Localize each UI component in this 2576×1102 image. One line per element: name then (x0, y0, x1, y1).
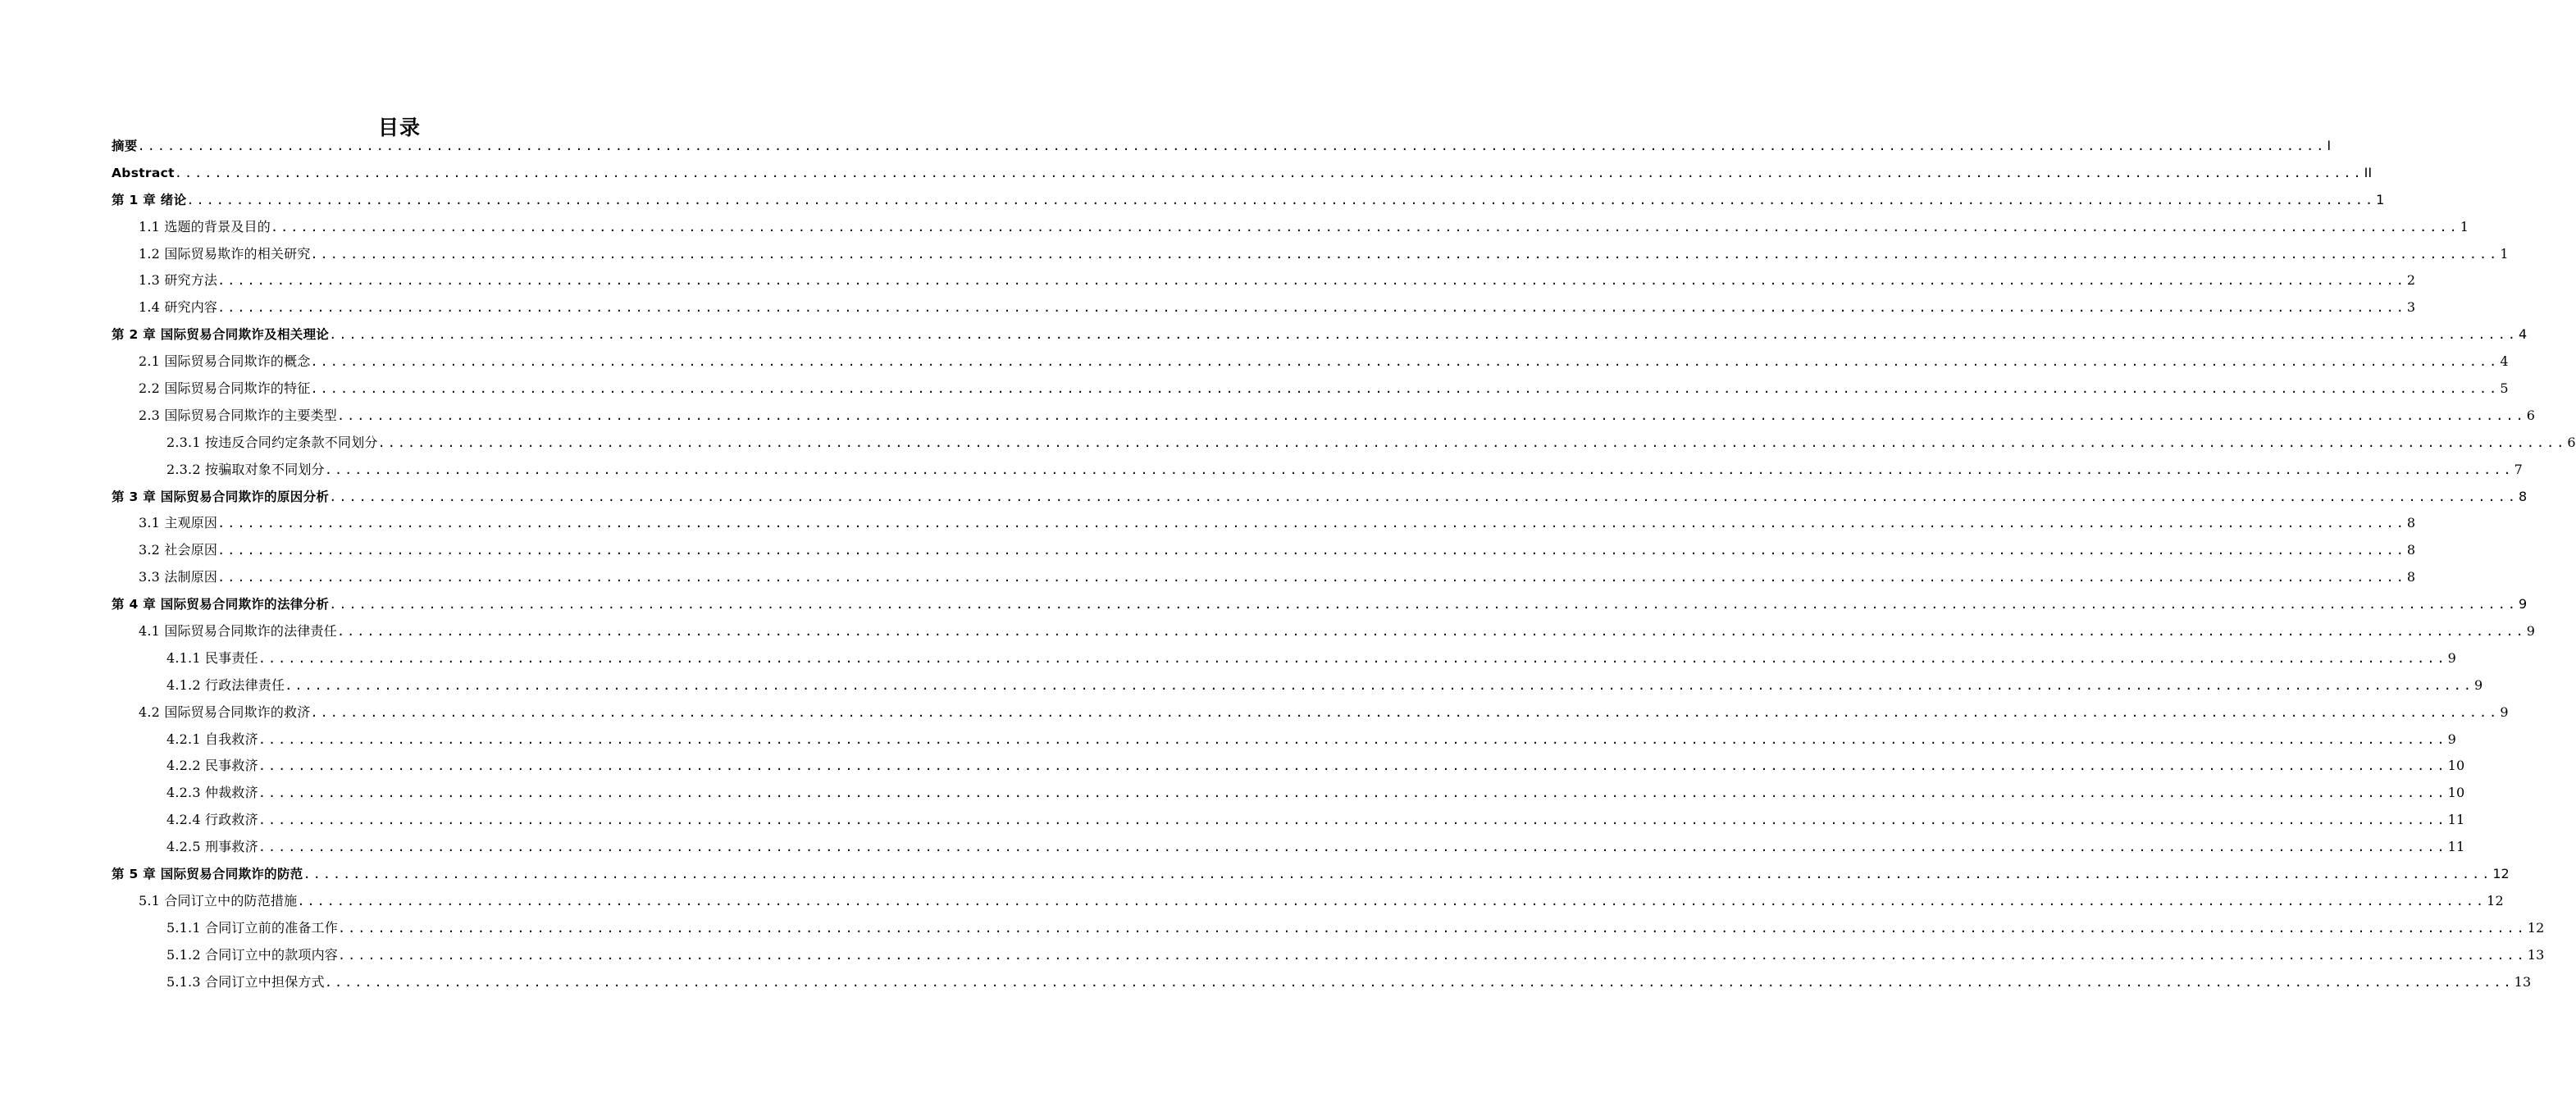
toc-entry-label: 4.1.2 行政法律责任 (166, 676, 285, 693)
dot-leader: ............................................................................................................................................................................................................................ (310, 704, 2500, 720)
toc-entry-label: 5.1 合同订立中的防范措施 (139, 892, 298, 908)
dot-leader: ............................................................................................................................................................................................................................ (217, 300, 2406, 316)
dot-leader: ............................................................................................................................................................................................................................ (377, 435, 2567, 450)
toc-entry-label: 4.2.1 自我救济 (166, 731, 258, 747)
dot-leader: ............................................................................................................................................................................................................................ (297, 893, 2487, 908)
toc-entry[interactable] (112, 133, 2332, 160)
toc-entry[interactable] (112, 861, 2510, 888)
dot-leader: ............................................................................................................................................................................................................................ (217, 516, 2406, 531)
dot-leader: ............................................................................................................................................................................................................................ (270, 219, 2460, 235)
toc-entry-page-number: 4 (2518, 326, 2528, 343)
toc-entry-label: 2.3.1 按违反合同约定条款不同划分 (166, 434, 378, 450)
toc-entry-page-number: 12 (2487, 892, 2504, 908)
toc-entry[interactable] (112, 510, 2416, 537)
toc-entry-page-number: 9 (2526, 623, 2536, 640)
toc-entry-label: 第 4 章 国际贸易合同欺诈的法律分析 (112, 597, 330, 612)
dot-leader: ............................................................................................................................................................................................................................ (310, 246, 2500, 262)
dot-leader: ............................................................................................................................................................................................................................ (258, 758, 2447, 774)
dot-leader: ............................................................................................................................................................................................................................ (338, 920, 2527, 936)
toc-entry[interactable] (112, 942, 2545, 969)
toc-entry[interactable] (112, 348, 2509, 376)
toc-entry-page-number: 9 (2518, 596, 2528, 612)
toc-entry[interactable] (112, 753, 2465, 780)
dot-leader: ............................................................................................................................................................................................................................ (217, 543, 2406, 558)
dot-leader: ............................................................................................................................................................................................................................ (258, 813, 2447, 828)
toc-entry[interactable] (112, 915, 2545, 942)
toc-entry-page-number: 3 (2406, 299, 2416, 316)
toc-entry[interactable] (112, 645, 2456, 672)
toc-entry[interactable] (112, 294, 2416, 321)
toc-entry-page-number: 11 (2447, 839, 2465, 855)
dot-leader: ............................................................................................................................................................................................................................ (258, 840, 2447, 855)
toc-entry-label: 1.1 选题的背景及目的 (139, 218, 271, 235)
toc-entry[interactable] (112, 241, 2509, 268)
toc-entry-page-number: 11 (2447, 812, 2465, 828)
dot-leader: ............................................................................................................................................................................................................................ (324, 462, 2514, 477)
toc-entry-page-number: 12 (2527, 919, 2545, 936)
dot-leader: ............................................................................................................................................................................................................................ (336, 624, 2526, 640)
toc-entry-page-number: 6 (2526, 407, 2536, 423)
toc-entry-label: 第 1 章 绪论 (112, 192, 187, 207)
toc-entry[interactable] (112, 726, 2456, 754)
toc-entry-label: 第 3 章 国际贸易合同欺诈的原因分析 (112, 489, 330, 504)
toc-entry[interactable] (112, 484, 2528, 511)
table-of-contents (112, 133, 2576, 996)
toc-entry-page-number: 13 (2527, 946, 2545, 963)
dot-leader: ............................................................................................................................................................................................................................ (310, 354, 2500, 370)
toc-entry-label: 4.1 国际贸易合同欺诈的法律责任 (139, 623, 337, 640)
toc-entry-label: 第 2 章 国际贸易合同欺诈及相关理论 (112, 327, 330, 343)
toc-entry-label: 3.2 社会原因 (139, 542, 218, 558)
dot-leader: ............................................................................................................................................................................................................................ (137, 139, 2327, 153)
toc-title: 目录 (377, 116, 421, 139)
toc-entry-page-number: 1 (2376, 191, 2385, 207)
toc-entry[interactable] (112, 214, 2469, 241)
dot-leader: ............................................................................................................................................................................................................................ (336, 408, 2526, 423)
dot-leader: ............................................................................................................................................................................................................................ (217, 570, 2406, 585)
toc-entry-label: 1.2 国际贸易欺诈的相关研究 (139, 245, 311, 262)
toc-entry-page-number: II (2364, 164, 2373, 180)
toc-entry-page-number: 5 (2500, 380, 2509, 397)
toc-entry-page-number: 8 (2406, 515, 2416, 531)
toc-entry-label: 3.3 法制原因 (139, 569, 218, 585)
toc-entry-label: 5.1.3 合同订立中担保方式 (166, 973, 325, 990)
dot-leader: ............................................................................................................................................................................................................................ (310, 381, 2500, 397)
toc-entry-page-number: 9 (2447, 649, 2456, 666)
toc-entry[interactable] (112, 699, 2509, 726)
toc-entry[interactable] (112, 834, 2465, 861)
toc-entry[interactable] (112, 160, 2373, 187)
toc-entry[interactable] (112, 618, 2536, 645)
toc-entry-label: 2.1 国际贸易合同欺诈的概念 (139, 353, 311, 370)
toc-entry[interactable] (112, 430, 2576, 457)
toc-entry-page-number: 9 (2500, 704, 2509, 720)
dot-leader: ............................................................................................................................................................................................................................ (338, 947, 2527, 963)
dot-leader: ............................................................................................................................................................................................................................ (329, 489, 2518, 504)
toc-entry-label: 第 5 章 国际贸易合同欺诈的防范 (112, 867, 303, 882)
toc-entry-page-number: 10 (2447, 785, 2465, 801)
toc-entry[interactable] (112, 564, 2416, 591)
toc-entry-page-number: 2 (2406, 272, 2416, 289)
dot-leader: ............................................................................................................................................................................................................................ (285, 677, 2473, 693)
dot-leader: ............................................................................................................................................................................................................................ (174, 165, 2364, 180)
toc-entry-label: 2.2 国际贸易合同欺诈的特征 (139, 380, 311, 397)
toc-entry[interactable] (112, 376, 2509, 403)
dot-leader: ............................................................................................................................................................................................................................ (258, 786, 2447, 801)
dot-leader: ............................................................................................................................................................................................................................ (258, 650, 2447, 666)
toc-entry-label: 2.3 国际贸易合同欺诈的主要类型 (139, 407, 337, 423)
toc-entry-label: 摘要 (112, 139, 138, 153)
toc-entry-label: 4.2.4 行政救济 (166, 812, 258, 828)
toc-entry-label: 1.3 研究方法 (139, 272, 218, 289)
toc-entry[interactable] (112, 321, 2528, 348)
dot-leader: ............................................................................................................................................................................................................................ (324, 974, 2514, 990)
toc-entry-label: Abstract (112, 165, 175, 180)
dot-leader: ............................................................................................................................................................................................................................ (303, 867, 2492, 882)
dot-leader: ............................................................................................................................................................................................................................ (217, 273, 2406, 289)
toc-entry[interactable] (112, 807, 2465, 834)
toc-entry-page-number: 7 (2514, 461, 2523, 477)
toc-entry[interactable] (112, 537, 2416, 564)
toc-entry-page-number: 10 (2447, 758, 2465, 774)
toc-entry-page-number: 6 (2567, 434, 2576, 450)
toc-entry-label: 4.1.1 民事责任 (166, 649, 258, 666)
toc-entry-page-number: I (2327, 138, 2332, 153)
toc-entry-label: 5.1.2 合同订立中的款项内容 (166, 946, 338, 963)
toc-entry[interactable] (112, 403, 2536, 430)
toc-entry-page-number: 1 (2500, 245, 2509, 262)
toc-entry-page-number: 1 (2460, 218, 2469, 235)
toc-entry-page-number: 9 (2473, 676, 2483, 693)
toc-entry[interactable] (112, 187, 2385, 214)
toc-entry[interactable] (112, 888, 2504, 915)
toc-entry-page-number: 8 (2406, 542, 2416, 558)
toc-entry-label: 4.2.5 刑事救济 (166, 839, 258, 855)
dot-leader: ............................................................................................................................................................................................................................ (329, 327, 2518, 343)
toc-entry-label: 1.4 研究内容 (139, 299, 218, 316)
toc-entry-label: 4.2.3 仲裁救济 (166, 785, 258, 801)
toc-entry-label: 2.3.2 按骗取对象不同划分 (166, 461, 325, 477)
toc-entry[interactable] (112, 267, 2416, 294)
toc-entry-page-number: 9 (2447, 731, 2456, 747)
toc-entry[interactable] (112, 780, 2465, 807)
toc-entry-page-number: 4 (2500, 353, 2509, 370)
toc-entry-page-number: 13 (2514, 973, 2532, 990)
toc-entry[interactable] (112, 457, 2523, 484)
toc-entry-label: 4.2 国际贸易合同欺诈的救济 (139, 704, 311, 720)
toc-entry[interactable] (112, 591, 2528, 618)
dot-leader: ............................................................................................................................................................................................................................ (329, 597, 2518, 612)
toc-entry-page-number: 8 (2406, 569, 2416, 585)
dot-leader: ............................................................................................................................................................................................................................ (258, 731, 2447, 747)
toc-entry-page-number: 12 (2492, 866, 2510, 882)
toc-entry-label: 4.2.2 民事救济 (166, 758, 258, 774)
toc-entry-label: 3.1 主观原因 (139, 515, 218, 531)
toc-entry[interactable] (112, 672, 2483, 699)
dot-leader: ............................................................................................................................................................................................................................ (186, 192, 2376, 207)
toc-entry-page-number: 8 (2518, 488, 2528, 504)
toc-entry[interactable] (112, 969, 2532, 996)
toc-entry-label: 5.1.1 合同订立前的准备工作 (166, 919, 338, 936)
